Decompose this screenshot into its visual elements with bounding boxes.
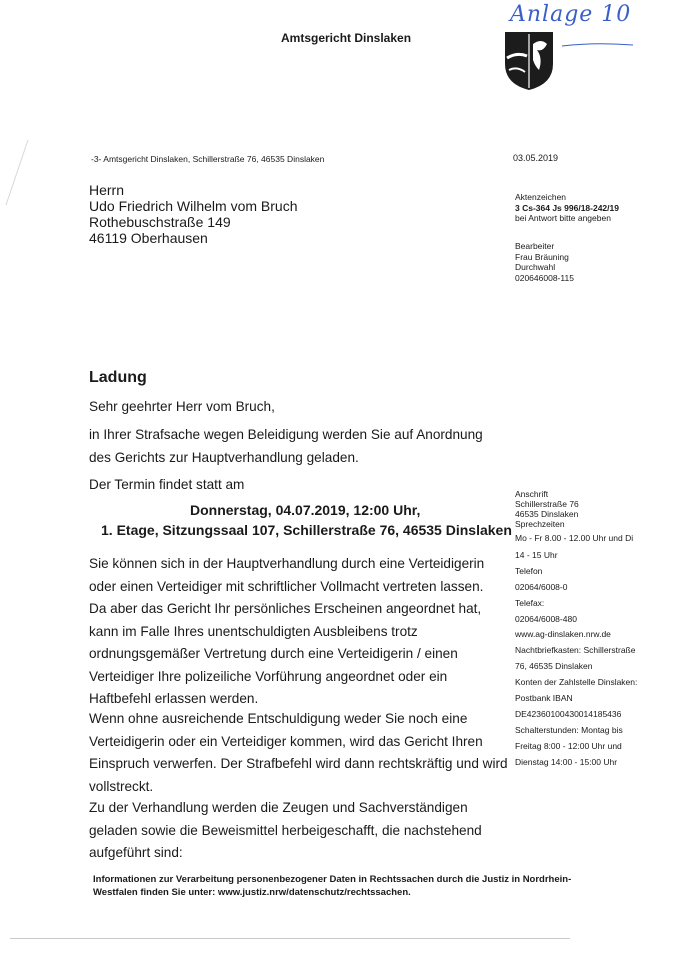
reference-label: Aktenzeichen <box>515 192 567 202</box>
paragraph-5 <box>89 708 509 798</box>
reference-note: bei Antwort bitte angeben <box>515 213 611 224</box>
contact-counter-3: Dienstag 14:00 - 15:00 Uhr <box>515 757 618 767</box>
paragraph-5-line-4: vollstreckt. <box>89 778 154 794</box>
paragraph-6-line-3: aufgeführt sind: <box>89 845 183 860</box>
paragraph-4-line-1: Da aber das Gericht Ihr persönliches Erscheinen angeordnet hat, <box>89 601 482 616</box>
contact-iban: DE42360100430014185436 <box>515 709 622 719</box>
contact-counter-1: Schalterstunden: Montag bis <box>515 725 623 735</box>
contact-street: Schillerstraße 76 <box>515 499 579 509</box>
paragraph-6-line-2: geladen sowie die Beweismittel herbeigeschafft, die nachstehend <box>89 822 482 838</box>
letter-date: 03.05.2019 <box>513 153 559 163</box>
contact-mailbox-1: Nachtbriefkasten: Schillerstraße <box>515 645 636 655</box>
paragraph-1-line-2: des Gerichts zur Hauptverhandlung geladen. <box>89 449 359 465</box>
paragraph-1 <box>89 424 509 469</box>
paragraph-4-line-2: kann im Falle Ihres unentschuldigten Ausbleibens trotz <box>89 623 418 639</box>
contact-city: 46535 Dinslaken <box>515 509 579 519</box>
paragraph-3-line-2: oder einen Verteidiger mit schriftlicher Vollmacht vertreten lassen. <box>89 578 484 594</box>
contact-counter-2: Freitag 8:00 - 12:00 Uhr und <box>515 741 622 751</box>
paragraph-6 <box>89 797 509 865</box>
paragraph-5-line-1: Wenn ohne ausreichende Entschuldigung weder Sie noch eine <box>89 711 468 726</box>
clerk-name: Frau Bräuning <box>515 251 569 262</box>
contact-phone: 02064/6008-0 <box>515 582 568 592</box>
paragraph-4 <box>89 598 509 711</box>
letter-title: Ladung <box>89 369 147 386</box>
paragraph-6-line-1: Zu der Verhandlung werden die Zeugen und Sachverständigen <box>89 800 468 815</box>
paragraph-3 <box>89 553 509 598</box>
court-name: Amtsgericht Dinslaken <box>281 31 412 45</box>
recipient-salutation: Herrn <box>89 182 125 198</box>
paragraph-1-line-1: in Ihrer Strafsache wegen Beleidigung werden Sie auf Anordnung <box>89 427 483 442</box>
nrw-coat-of-arms-icon <box>503 30 555 92</box>
contact-block <box>515 489 637 767</box>
termin-place: 1. Etage, Sitzungssaal 107, Schillerstraße 76, 46535 Dinslaken <box>101 522 512 538</box>
footer-line-1: Informationen zur Verarbeitung personenbezogener Daten in Rechtssachen durch die Justiz in Nordrhein- <box>93 874 572 885</box>
paragraph-4-line-3: ordnungsgemäßer Vertretung durch eine Verteidigerin / einen <box>89 646 458 661</box>
scan-bottom-edge <box>10 938 570 939</box>
scan-edge-mark <box>0 0 40 300</box>
contact-hours-1: Mo - Fr 8.00 - 12.00 Uhr und Di <box>515 533 634 543</box>
contact-bank-label: Konten der Zahlstelle Dinslaken: <box>515 677 638 687</box>
recipient-name: Udo Friedrich Wilhelm vom Bruch <box>89 198 298 214</box>
paragraph-5-line-2: Verteidigerin oder ein Verteidiger kommen, wird das Gericht Ihren <box>89 733 483 749</box>
contact-hours-2: 14 - 15 Uhr <box>515 550 558 560</box>
greeting-text: Sehr geehrter Herr vom Bruch, <box>89 399 275 414</box>
clerk-label: Bearbeiter <box>515 241 555 251</box>
clerk-block <box>515 241 574 283</box>
contact-address-label: Anschrift <box>515 489 549 499</box>
letter-greeting <box>89 396 509 419</box>
contact-fax: 02064/6008-480 <box>515 614 577 624</box>
contact-mailbox-2: 76, 46535 Dinslaken <box>515 661 593 671</box>
contact-fax-label: Telefax: <box>515 598 545 608</box>
privacy-footer <box>93 873 571 899</box>
clerk-phone: 020646008-115 <box>515 272 574 283</box>
footer-line-2: Westfalen finden Sie unter: www.justiz.nrw/datenschutz/rechtssachen. <box>93 887 411 898</box>
paragraph-4-line-4: Verteidiger Ihre polizeiliche Vorführung angeordnet oder ein <box>89 668 448 684</box>
sender-line: -3- Amtsgericht Dinslaken, Schillerstraße 76, 46535 Dinslaken <box>91 154 325 164</box>
paragraph-3-line-1: Sie können sich in der Hauptverhandlung durch eine Verteidigerin <box>89 556 485 571</box>
contact-hours-label: Sprechzeiten <box>515 519 565 529</box>
recipient-street: Rothebuschstraße 149 <box>89 214 231 230</box>
paragraph-2 <box>89 474 509 497</box>
recipient-address <box>89 182 298 246</box>
contact-phone-label: Telefon <box>515 566 543 576</box>
reference-block <box>515 192 619 224</box>
recipient-city: 46119 Oberhausen <box>89 230 208 246</box>
handwritten-note: Anlage 10 <box>510 2 632 27</box>
contact-bank: Postbank IBAN <box>515 693 573 703</box>
handwritten-underline <box>560 40 635 50</box>
termin-date: Donnerstag, 04.07.2019, 12:00 Uhr, <box>190 502 421 518</box>
clerk-phone-label: Durchwahl <box>515 262 556 273</box>
paragraph-2-line-1: Der Termin findet statt am <box>89 477 245 492</box>
reference-number: 3 Cs-364 Js 996/18-242/19 <box>515 202 619 213</box>
paragraph-5-line-3: Einspruch verwerfen. Der Strafbefehl wird dann rechtskräftig und wird <box>89 756 508 771</box>
paragraph-4-line-5: Haftbefehl erlassen werden. <box>89 691 259 706</box>
contact-web: www.ag-dinslaken.nrw.de <box>515 629 611 639</box>
